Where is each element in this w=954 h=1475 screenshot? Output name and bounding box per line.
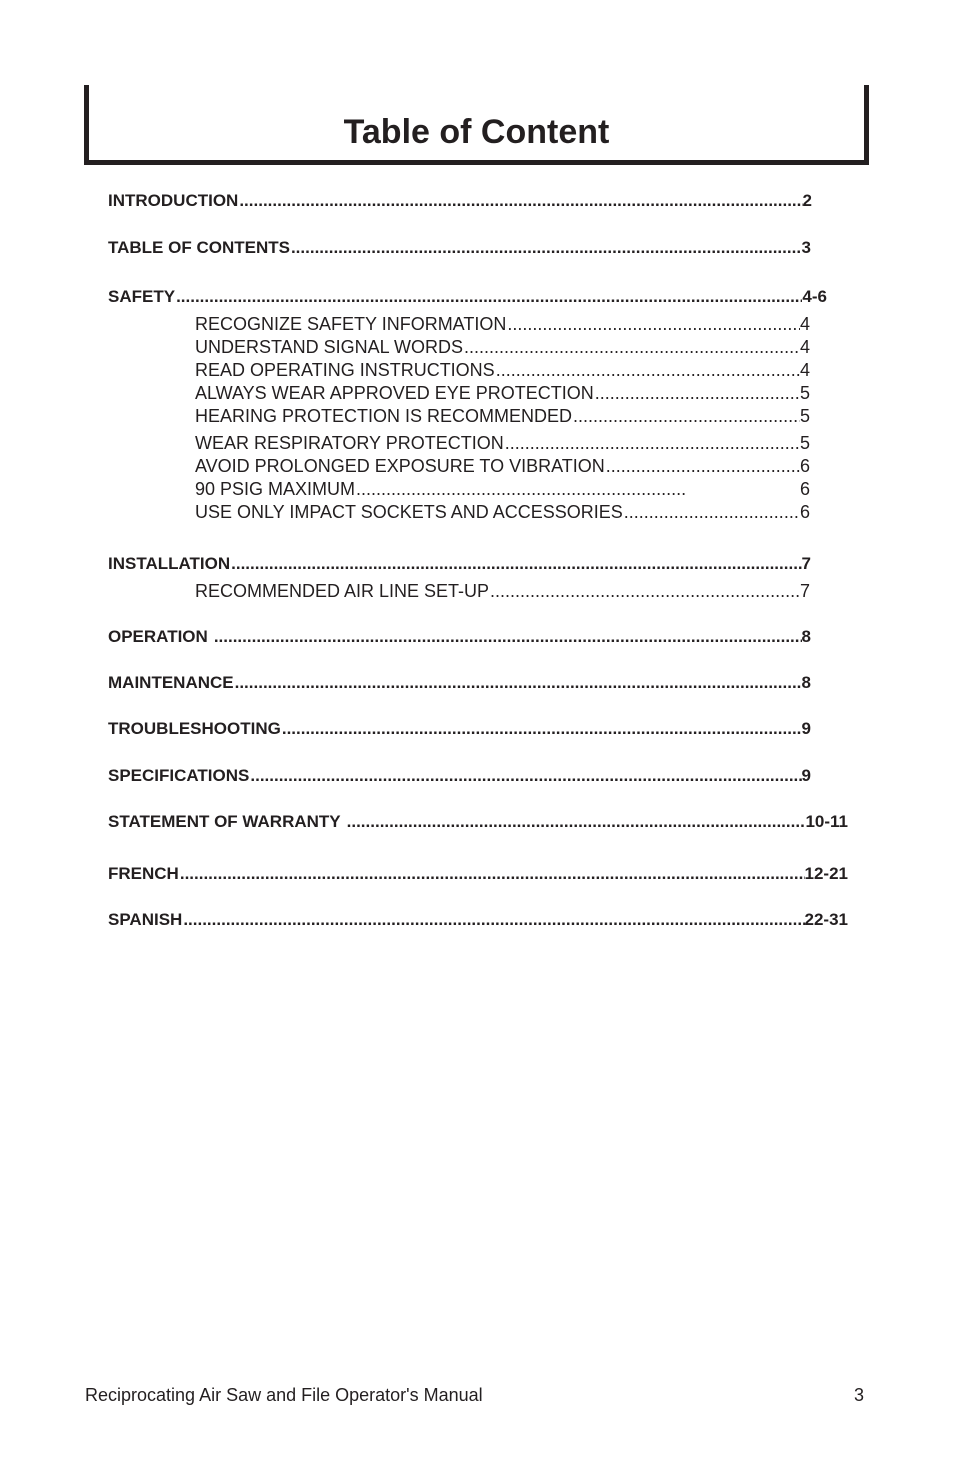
leader-dots — [250, 766, 801, 786]
toc-label: SPANISH — [108, 910, 183, 929]
toc-page: 9 — [801, 719, 811, 738]
leader-dots — [573, 406, 800, 426]
toc-subentry[interactable] — [195, 581, 810, 601]
leader-dots — [176, 287, 802, 307]
leader-dots — [490, 581, 800, 601]
leader-dots — [507, 314, 800, 334]
toc-subentry[interactable] — [195, 433, 810, 453]
leader-dots — [214, 627, 802, 647]
leader-dots — [595, 383, 800, 403]
toc-label: SAFETY — [108, 287, 176, 306]
toc-label: WEAR RESPIRATORY PROTECTION — [195, 433, 504, 453]
footer-manual-title: Reciprocating Air Saw and File Operator's Manual — [85, 1385, 483, 1405]
toc-page: 8 — [801, 673, 811, 692]
toc-entry-specifications[interactable] — [108, 766, 811, 786]
toc-entry-introduction[interactable] — [108, 191, 812, 211]
leader-dots — [291, 238, 802, 258]
leader-dots — [347, 812, 806, 832]
toc-entry-maintenance[interactable] — [108, 673, 811, 693]
toc-label: TROUBLESHOOTING — [108, 719, 281, 738]
toc-page: 6 — [799, 479, 810, 499]
toc-subentry[interactable] — [195, 360, 810, 380]
toc-page: 12-21 — [804, 864, 848, 883]
toc-page: 4 — [799, 314, 810, 334]
toc-label: MAINTENANCE — [108, 673, 234, 692]
toc-entry-french[interactable] — [108, 864, 848, 884]
toc-page: 4 — [799, 360, 810, 380]
toc-label: OPERATION — [108, 627, 208, 646]
toc-subentry[interactable] — [195, 406, 810, 426]
leader-dots — [183, 910, 804, 930]
toc-label: INTRODUCTION — [108, 191, 239, 210]
toc-subentry[interactable] — [195, 479, 810, 499]
leader-dots — [356, 479, 686, 499]
toc-page: 8 — [801, 627, 811, 646]
toc-label: AVOID PROLONGED EXPOSURE TO VIBRATION — [195, 456, 605, 476]
toc-label: TABLE OF CONTENTS — [108, 238, 290, 257]
toc-entry-warranty[interactable] — [108, 812, 848, 832]
toc-page: 4-6 — [802, 287, 827, 306]
toc-label: STATEMENT OF WARRANTY — [108, 812, 341, 831]
toc-label: 90 PSIG MAXIMUM — [195, 479, 356, 499]
toc-entry-table-of-contents[interactable] — [108, 238, 811, 258]
toc-page: 4 — [799, 337, 810, 357]
toc-page: 22-31 — [804, 910, 848, 929]
toc-page: 6 — [799, 456, 810, 476]
toc-label: HEARING PROTECTION IS RECOMMENDED — [195, 406, 573, 426]
toc-entry-spanish[interactable] — [108, 910, 848, 930]
toc-page: 6 — [799, 502, 810, 522]
toc-page: 10-11 — [805, 812, 848, 831]
leader-dots — [505, 433, 800, 453]
leader-dots — [235, 673, 802, 693]
toc-label: USE ONLY IMPACT SOCKETS AND ACCESSORIES — [195, 502, 623, 522]
toc-label: UNDERSTAND SIGNAL WORDS — [195, 337, 464, 357]
toc-label: FRENCH — [108, 864, 179, 883]
leader-dots — [606, 456, 800, 476]
toc-page: 2 — [802, 191, 812, 210]
toc-label: RECOMMENDED AIR LINE SET-UP — [195, 581, 490, 601]
toc-subentry[interactable] — [195, 314, 810, 334]
toc-label: ALWAYS WEAR APPROVED EYE PROTECTION — [195, 383, 594, 403]
toc-label: SPECIFICATIONS — [108, 766, 250, 785]
leader-dots — [624, 502, 800, 522]
toc-page: 5 — [799, 433, 810, 453]
leader-dots — [282, 719, 802, 739]
toc-subentry[interactable] — [195, 337, 810, 357]
toc-page: 3 — [801, 238, 811, 257]
toc-subentry[interactable] — [195, 502, 810, 522]
toc-subentry[interactable] — [195, 383, 810, 403]
toc-entry-operation[interactable] — [108, 627, 811, 647]
leader-dots — [496, 360, 800, 380]
toc-page: 7 — [799, 581, 810, 601]
toc-page: 9 — [801, 766, 811, 785]
leader-dots — [180, 864, 805, 884]
toc-label: INSTALLATION — [108, 554, 231, 573]
toc-label: RECOGNIZE SAFETY INFORMATION — [195, 314, 507, 334]
toc-entry-installation[interactable] — [108, 554, 811, 574]
toc-page: 5 — [799, 406, 810, 426]
leader-dots — [464, 337, 800, 357]
title-box — [84, 85, 869, 165]
toc-subentry[interactable] — [195, 456, 810, 476]
page-title: Table of Content — [343, 113, 610, 151]
toc-entry-safety[interactable] — [108, 287, 827, 307]
toc-page: 7 — [801, 554, 811, 573]
leader-dots — [231, 554, 801, 574]
toc-page: 5 — [799, 383, 810, 403]
toc-label: READ OPERATING INSTRUCTIONS — [195, 360, 495, 380]
toc-entry-troubleshooting[interactable] — [108, 719, 811, 739]
leader-dots — [239, 191, 802, 211]
footer-page-number: 3 — [853, 1385, 864, 1405]
